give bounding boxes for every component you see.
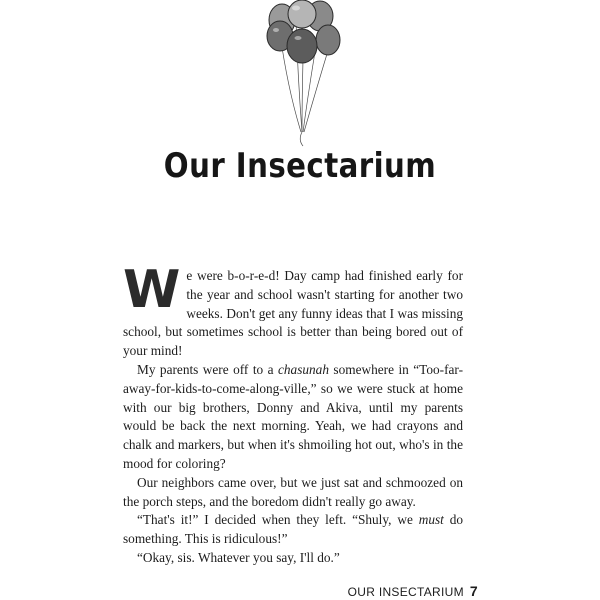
paragraph-text: “Okay, sis. Whatever you say, I'll do.” (137, 549, 340, 565)
paragraph (123, 361, 463, 474)
italic-word: chasunah (278, 361, 329, 377)
paragraph-text: Our neighbors came over, but we just sat and schmoozed on the porch steps, and the boredom didn't really go away. (123, 474, 463, 509)
paragraph-text: e were b-o-r-e-d! Day camp had finished early for the year and school wasn't starting for another two weeks. Don't get any funny ideas that I was missing school, but sometimes school is better than being bored out of your mind! (123, 268, 463, 359)
paragraph (123, 474, 463, 512)
italic-word: must (418, 512, 444, 528)
page-number: 7 (469, 583, 478, 599)
running-head: OUR INSECTARIUM (347, 585, 464, 599)
paragraph (123, 511, 463, 549)
paragraph-text: somewhere in “Too-far-away-for-kids-to-come-along-ville,” so we were stuck at home with our big brothers, Donny and Akiva, until my parents would be back the next morning. Yeah, we had crayons and chalk and markers, but when it's shmoiling hot out, who's in the mood for coloring? (123, 361, 463, 471)
paragraph-text: do something. This is ridiculous!” (123, 512, 464, 547)
page-footer (348, 583, 478, 599)
paragraph-text: “That's it!” I decided when they left. “Shuly, we (137, 512, 419, 528)
drop-cap: W (123, 260, 181, 320)
paragraph (123, 260, 463, 361)
body-text (123, 260, 464, 568)
balloons-illustration (258, 0, 348, 150)
paragraph (123, 549, 463, 568)
chapter-title: Our Insectarium (163, 146, 437, 186)
paragraph-text: My parents were off to a (137, 361, 278, 377)
